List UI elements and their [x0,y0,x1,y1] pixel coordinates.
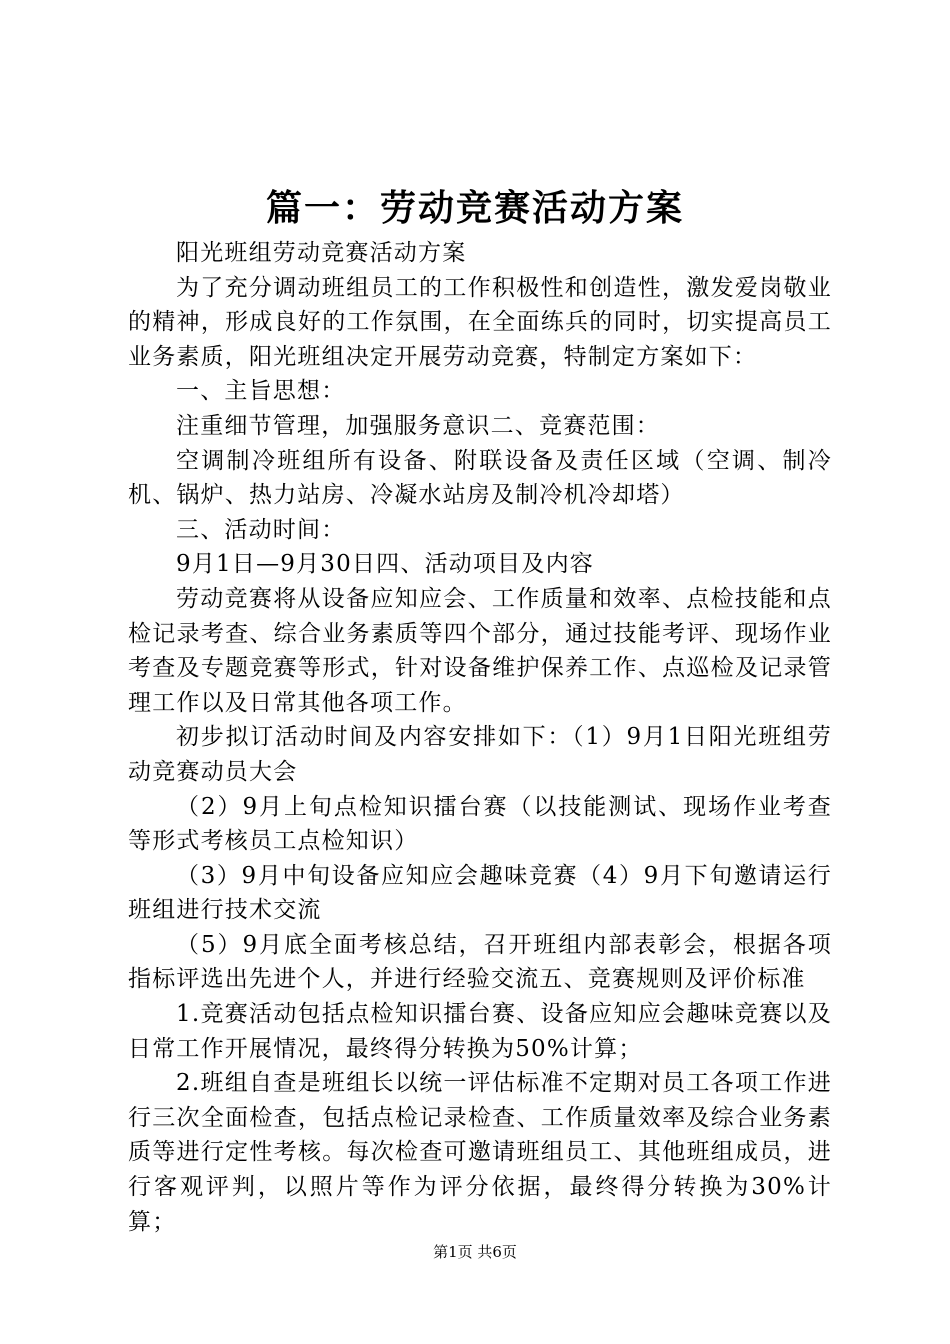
schedule-paragraph-4: （5）9月底全面考核总结，召开班组内部表彰会，根据各项指标评选出先进个人，并进行经验交流五、竞赛规则及评价标准 [128,931,832,993]
document-title: 篇一：劳动竞赛活动方案 [265,187,684,229]
section-heading-purpose: 一、主旨思想： [176,378,346,405]
purpose-paragraph: 注重细节管理，加强服务意识二、竞赛范围： [176,412,660,439]
content-paragraph: 劳动竞赛将从设备应知应会、工作质量和效率、点检技能和点检记录考查、综合业务素质等四个部分，通过技能考评、现场作业考查及专题竞赛等形式，针对设备维护保养工作、点巡检及记录管理工作以及日常其他各项工作。 [128,585,832,716]
rule-paragraph-1: 1.竞赛活动包括点检知识擂台赛、设备应知应会趣味竞赛以及日常工作开展情况，最终得分转换为50%计算； [128,1001,832,1062]
section-heading-time: 三、活动时间： [176,516,346,543]
schedule-paragraph-3: （3）9月中旬设备应知应会趣味竞赛（4）9月下旬邀请运行班组进行技术交流 [128,862,832,924]
page-indicator: 第1页 共6页 [433,1243,517,1261]
schedule-paragraph-2: （2）9月上旬点检知识擂台赛（以技能测试、现场作业考查等形式考核员工点检知识） [128,793,832,855]
intro-paragraph: 为了充分调动班组员工的工作积极性和创造性，激发爱岗敬业的精神，形成良好的工作氛围，在全面练兵的同时，切实提高员工业务素质，阳光班组决定开展劳动竞赛，特制定方案如下： [128,274,832,370]
time-paragraph: 9月1日—9月30日四、活动项目及内容 [176,551,594,578]
document-body [128,236,832,1239]
rule-paragraph-2: 2.班组自查是班组长以统一评估标准不定期对员工各项工作进行三次全面检查，包括点检记录检查、工作质量效率及综合业务素质等进行定性考核。每次检查可邀请班组员工、其他班组成员，进行客观评判，以照片等作为评分依据，最终得分转换为30%计算； [128,1070,832,1235]
subtitle-paragraph: 阳光班组劳动竞赛活动方案 [176,240,467,266]
scope-paragraph: 空调制冷班组所有设备、附联设备及责任区域（空调、制冷机、锅炉、热力站房、冷凝水站房及制冷机冷却塔） [128,447,832,509]
schedule-paragraph-1: 初步拟订活动时间及内容安排如下：（1）9月1日阳光班组劳动竞赛动员大会 [128,724,832,785]
